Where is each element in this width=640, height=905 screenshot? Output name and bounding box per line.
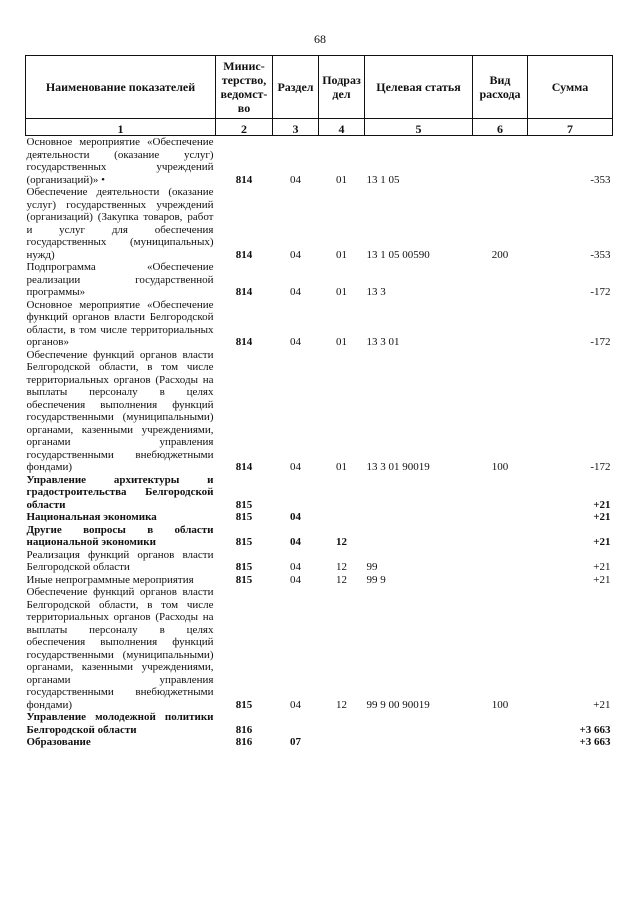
row-section: 04 xyxy=(290,698,301,711)
col-number: 1 xyxy=(26,119,216,136)
row-type xyxy=(473,736,528,749)
row-type: 100 xyxy=(491,698,509,711)
row-ministry: 814 xyxy=(235,336,253,348)
row-target: 99 9 00 90019 xyxy=(366,698,430,711)
row-sum: -172 xyxy=(590,286,611,298)
row-sum: +21 xyxy=(593,511,611,523)
row-section: 04 xyxy=(290,536,301,548)
col-number: 2 xyxy=(216,119,273,136)
row-subsection: 01 xyxy=(336,336,347,348)
row-target xyxy=(365,736,473,749)
row-subsection xyxy=(319,711,365,736)
col-number: 6 xyxy=(473,119,528,136)
row-subsection: 12 xyxy=(336,561,347,573)
row-ministry: 815 xyxy=(235,498,253,511)
row-target: 99 9 xyxy=(366,573,386,586)
row-sum: +21 xyxy=(593,498,611,511)
col-number: 5 xyxy=(365,119,473,136)
row-name: Иные непрограммные мероприятия xyxy=(26,573,194,586)
row-subsection: 01 xyxy=(336,173,347,186)
header-name: Наименование показателей xyxy=(26,56,216,119)
row-target xyxy=(365,711,473,736)
row-ministry: 814 xyxy=(235,461,253,473)
row-sum: +3 663 xyxy=(579,736,611,748)
row-subsection xyxy=(319,736,365,749)
col-number: 3 xyxy=(273,119,319,136)
table-row xyxy=(26,349,613,474)
row-ministry: 815 xyxy=(235,511,253,523)
row-sum: -172 xyxy=(590,336,611,348)
row-name: Основное мероприятие «Обеспечение функций органов власти Белгородской области, в том числе территориальных органов» xyxy=(26,298,214,348)
row-type xyxy=(473,136,528,187)
row-subsection: 01 xyxy=(336,461,347,473)
header-subsection: Подраз дел xyxy=(319,56,365,119)
row-type xyxy=(473,549,528,574)
table-row xyxy=(26,524,613,549)
table-row xyxy=(26,711,613,736)
row-name: Обеспечение функций органов власти Белгородской области, в том числе территориальных органов (Расходы на выплаты персоналу в целях обеспечения выполнения функций государственными (муниципальными) органами, казенными учреждениями, органами управления государственными внебюджетными фондами) xyxy=(26,586,214,711)
row-subsection: 12 xyxy=(336,536,347,548)
row-subsection: 01 xyxy=(336,286,347,298)
header-ministry: Минис-терство, ведомст-во xyxy=(216,56,273,119)
table-row xyxy=(26,136,613,187)
table-header xyxy=(26,56,613,136)
row-ministry: 815 xyxy=(235,698,253,711)
row-name: Управление архитектуры и градостроительства Белгородской области xyxy=(26,473,214,511)
row-ministry: 815 xyxy=(235,573,253,586)
row-subsection xyxy=(319,511,365,524)
row-ministry: 815 xyxy=(235,536,253,548)
row-name: Управление молодежной политики Белгородской области xyxy=(26,711,214,736)
row-target: 13 3 01 90019 xyxy=(366,461,430,473)
row-name: Реализация функций органов власти Белгородской области xyxy=(26,548,214,573)
row-sum: -353 xyxy=(590,173,611,186)
row-sum: +21 xyxy=(593,573,611,586)
row-section: 04 xyxy=(290,336,301,348)
row-section: 04 xyxy=(290,286,301,298)
row-section: 04 xyxy=(290,561,301,573)
row-section: 04 xyxy=(290,173,301,186)
row-target: 13 1 05 00590 xyxy=(366,248,430,261)
row-type xyxy=(473,261,528,299)
col-number: 4 xyxy=(319,119,365,136)
budget-table xyxy=(25,55,613,749)
row-type xyxy=(473,511,528,524)
row-name: Образование xyxy=(26,736,91,748)
row-sum: +21 xyxy=(593,698,611,711)
table-row xyxy=(26,549,613,574)
row-subsection xyxy=(319,474,365,512)
row-sum: -353 xyxy=(590,248,611,261)
row-name: Обеспечение деятельности (оказание услуг) государственных учреждений (организаций) (Закупка товаров, работ и услуг для обеспечения государственных (муниципальных) нужд) xyxy=(26,186,214,261)
row-target xyxy=(365,511,473,524)
table-body xyxy=(26,136,613,749)
row-name: Обеспечение функций органов власти Белгородской области, в том числе территориальных органов (Расходы на выплаты персоналу в целях обеспечения выполнения функций государственными (муниципальными) органами, казенными учреждениями, органами управления государственными внебюджетными фондами) xyxy=(26,348,214,473)
column-numbers-row xyxy=(26,119,613,136)
row-section xyxy=(273,474,319,512)
row-name: Подпрограмма «Обеспечение реализации государственной программы» xyxy=(26,261,214,298)
table-row xyxy=(26,736,613,749)
table-row xyxy=(26,574,613,587)
row-type: 100 xyxy=(491,461,509,473)
row-section xyxy=(273,711,319,736)
row-ministry: 816 xyxy=(235,723,253,736)
table-row xyxy=(26,261,613,299)
page-number: 68 xyxy=(314,32,326,46)
header-type: Вид расхода xyxy=(473,56,528,119)
row-target: 13 1 05 xyxy=(366,173,400,186)
row-type xyxy=(473,299,528,349)
row-type xyxy=(473,574,528,587)
header-section: Раздел xyxy=(273,56,319,119)
row-name: Основное мероприятие «Обеспечение деятельности (оказание услуг) государственных учреждений (организаций)» • xyxy=(26,136,214,186)
row-ministry: 815 xyxy=(235,561,253,573)
table-row xyxy=(26,511,613,524)
row-subsection: 01 xyxy=(336,248,347,261)
row-name: Национальная экономика xyxy=(26,511,157,523)
header-sum: Сумма xyxy=(528,56,613,119)
table-row xyxy=(26,299,613,349)
row-target xyxy=(365,474,473,512)
row-section: 04 xyxy=(290,573,301,586)
row-sum: +21 xyxy=(593,536,611,548)
table-row xyxy=(26,474,613,512)
row-type xyxy=(473,474,528,512)
table-row xyxy=(26,186,613,261)
row-type: 200 xyxy=(491,248,509,261)
row-section: 07 xyxy=(290,736,301,748)
row-sum: -172 xyxy=(590,461,611,473)
row-subsection: 12 xyxy=(336,573,347,586)
row-ministry: 814 xyxy=(235,286,253,298)
row-section: 04 xyxy=(290,511,301,523)
header-target: Целевая статья xyxy=(365,56,473,119)
row-type xyxy=(473,711,528,736)
row-type xyxy=(473,524,528,549)
row-target: 99 xyxy=(366,561,378,573)
row-section: 04 xyxy=(290,461,301,473)
row-sum: +3 663 xyxy=(579,723,611,736)
row-target xyxy=(365,524,473,549)
row-target: 13 3 xyxy=(366,286,386,298)
row-subsection: 12 xyxy=(336,698,347,711)
row-sum: +21 xyxy=(593,561,611,573)
row-ministry: 816 xyxy=(235,736,253,748)
table-row xyxy=(26,586,613,711)
row-ministry: 814 xyxy=(235,248,253,261)
row-ministry: 814 xyxy=(235,173,253,186)
row-section: 04 xyxy=(290,248,301,261)
row-target: 13 3 01 xyxy=(366,336,400,348)
col-number: 7 xyxy=(528,119,613,136)
row-name: Другие вопросы в области национальной экономики xyxy=(26,523,214,548)
